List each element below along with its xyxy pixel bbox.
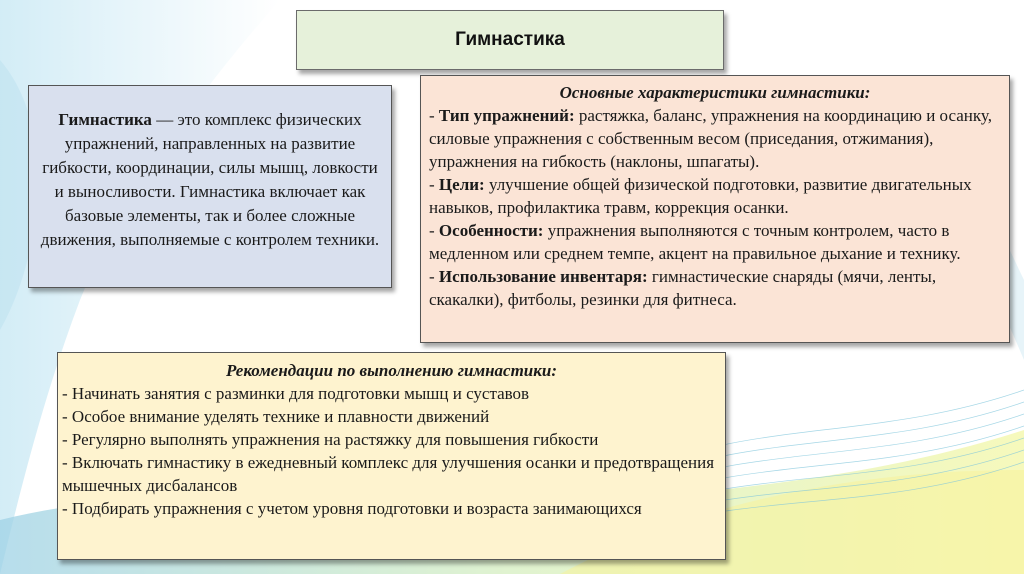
characteristic-text: растяжка, баланс, упражнения на координацию и осанку, силовые упражнения с собственным весом (приседания, отжимания), упражнения на гибкость (наклоны, шпагаты). — [429, 106, 992, 171]
title-box — [296, 10, 724, 70]
characteristic-label: Использование инвентаря: — [438, 267, 648, 286]
characteristic-label: Тип упражнений: — [438, 106, 575, 125]
definition-term: Гимнастика — [58, 110, 152, 129]
definition-text: — это комплекс физических упражнений, направленных на развитие гибкости, координации, силы мышц, ловкости и выносливости. Гимнастика включает как базовые элементы, так и более сложные движения, выполняемые с контролем техники. — [40, 110, 380, 249]
recommendation-item: - Особое внимание уделять технике и плавности движений — [62, 407, 490, 426]
characteristic-text: гимнастические снаряды (мячи, ленты, скакалки), фитболы, резинки для фитнеса. — [429, 267, 937, 309]
recommendation-item: - Подбирать упражнения с учетом уровня подготовки и возраста занимающихся — [62, 499, 642, 518]
characteristic-item — [429, 104, 1001, 173]
characteristic-label: Цели: — [438, 175, 485, 194]
item-prefix: - — [429, 267, 439, 286]
characteristic-item — [429, 219, 1001, 265]
characteristic-text: улучшение общей физической подготовки, развитие двигательных навыков, профилактика травм, коррекция осанки. — [429, 175, 972, 217]
characteristic-item — [429, 265, 1001, 311]
characteristic-label: Особенности: — [438, 221, 544, 240]
characteristics-heading: Основные характеристики гимнастики: — [559, 83, 871, 102]
characteristic-item — [429, 173, 1001, 219]
recommendation-item: - Начинать занятия с разминки для подготовки мышц и суставов — [62, 384, 530, 403]
definition-box — [28, 85, 392, 288]
characteristics-box — [420, 75, 1010, 343]
item-prefix: - — [429, 221, 439, 240]
recommendation-item: - Включать гимнастику в ежедневный комплекс для улучшения осанки и предотвращения мышечных дисбалансов — [62, 453, 715, 495]
characteristic-text: упражнения выполняются с точным контролем, часто в медленном или среднем темпе, акцент на правильное дыхание и технику. — [429, 221, 961, 263]
item-prefix: - — [429, 106, 439, 125]
page-title: Гимнастика — [455, 29, 565, 50]
item-prefix: - — [429, 175, 439, 194]
recommendation-item: - Регулярно выполнять упражнения на растяжку для повышения гибкости — [62, 430, 599, 449]
recommendations-box — [57, 352, 726, 560]
recommendations-heading: Рекомендации по выполнению гимнастики: — [226, 361, 557, 380]
